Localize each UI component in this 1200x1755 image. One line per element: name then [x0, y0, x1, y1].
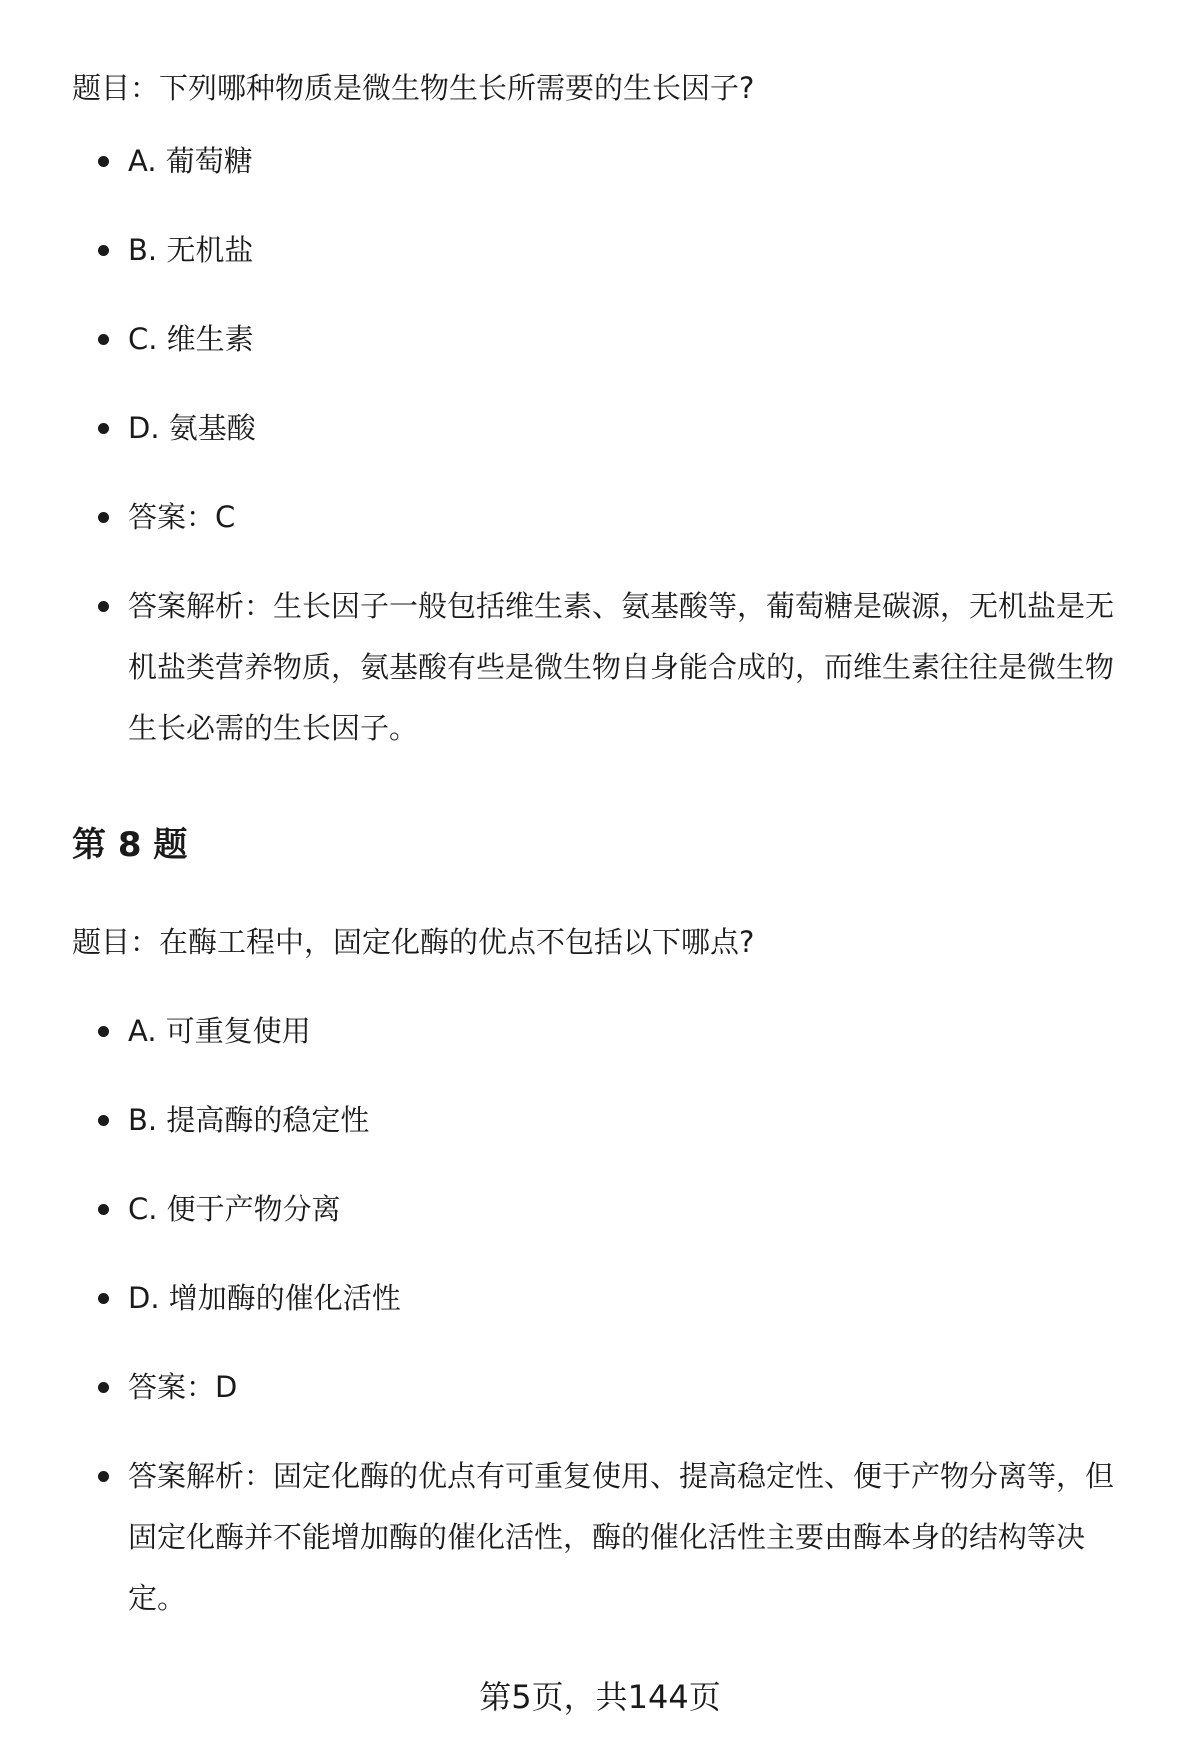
option-d — [0, 408, 1200, 448]
page-footer: 第5页，共144页 — [479, 1678, 721, 1716]
bullet-icon — [98, 156, 109, 167]
question-8-list — [0, 1011, 1200, 1678]
question-7-list — [0, 141, 1200, 808]
bullet-icon — [98, 334, 109, 345]
option-d-text: D. 增加酶的催化活性 — [128, 1281, 401, 1315]
bullet-icon — [98, 1293, 109, 1304]
answer-item — [0, 1367, 1200, 1407]
option-a — [0, 141, 1200, 181]
bullet-icon — [98, 512, 109, 523]
option-a — [0, 1011, 1200, 1051]
option-c-text: C. 便于产物分离 — [128, 1192, 341, 1226]
bullet-icon — [98, 1026, 109, 1037]
option-c-text: C. 维生素 — [128, 322, 254, 356]
bullet-icon — [98, 1382, 109, 1393]
answer-item — [0, 497, 1200, 537]
question-8-heading: 第 8 题 — [72, 825, 188, 865]
option-b-text: B. 无机盐 — [128, 233, 254, 267]
bullet-icon — [98, 601, 109, 612]
bullet-icon — [98, 245, 109, 256]
option-d-text: D. 氨基酸 — [128, 411, 256, 445]
option-c — [0, 1189, 1200, 1229]
explanation-text: 答案解析：固定化酶的优点有可重复使用、提高稳定性、便于产物分离等，但固定化酶并不能增加酶的催化活性，酶的催化活性主要由酶本身的结构等决定。 — [128, 1459, 1115, 1615]
answer-text: 答案：D — [128, 1370, 238, 1404]
answer-text: 答案：C — [128, 500, 236, 534]
option-a-text: A. 可重复使用 — [128, 1014, 311, 1048]
bullet-icon — [98, 1471, 109, 1482]
option-b — [0, 1100, 1200, 1140]
option-c — [0, 319, 1200, 359]
option-d — [0, 1278, 1200, 1318]
option-b-text: B. 提高酶的稳定性 — [128, 1103, 370, 1137]
bullet-icon — [98, 1115, 109, 1126]
explanation-item — [0, 1446, 1200, 1629]
option-a-text: A. 葡萄糖 — [128, 144, 253, 178]
bullet-icon — [98, 1204, 109, 1215]
option-b — [0, 230, 1200, 270]
question-8-text: 题目：在酶工程中，固定化酶的优点不包括以下哪点? — [72, 925, 755, 959]
bullet-icon — [98, 423, 109, 434]
explanation-text: 答案解析：生长因子一般包括维生素、氨基酸等，葡萄糖是碳源，无机盐是无机盐类营养物质，氨基酸有些是微生物自身能合成的，而维生素往往是微生物生长必需的生长因子。 — [128, 589, 1115, 745]
explanation-item — [0, 576, 1200, 759]
question-7-text: 题目：下列哪种物质是微生物生长所需要的生长因子? — [72, 71, 755, 105]
